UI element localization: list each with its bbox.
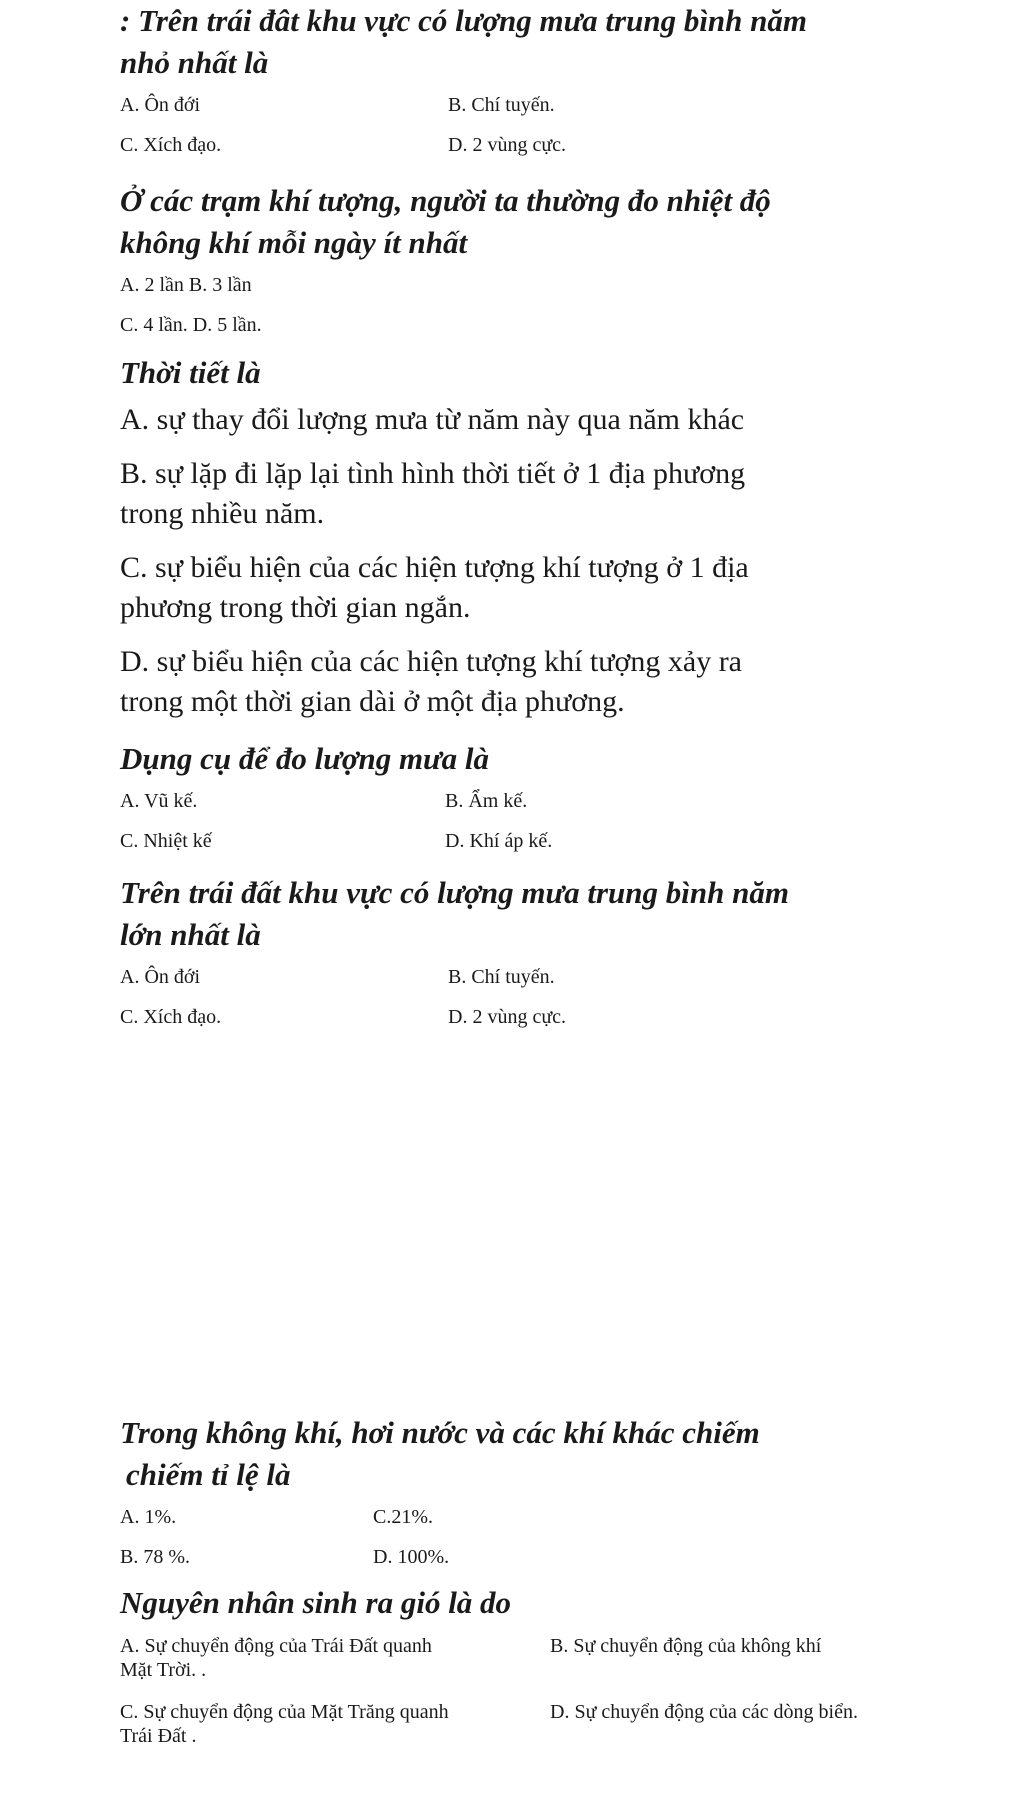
option-a-b: A. 2 lần B. 3 lần [120, 274, 252, 296]
option-d: D. 100%. [373, 1546, 450, 1568]
question-title-line: lớn nhất là [120, 917, 261, 952]
option-line: C. sự biểu hiện của các hiện tượng khí tượng ở 1 địa [120, 551, 749, 584]
question-title [120, 0, 910, 84]
option-b [120, 454, 910, 534]
option-d [120, 642, 910, 722]
question-title: Dụng cụ để đo lượng mưa là [120, 741, 489, 776]
option-a: A. sự thay đổi lượng mưa từ năm này qua năm khác [120, 403, 745, 436]
option-a: A. Ôn đới [120, 94, 201, 116]
question-7 [120, 1582, 910, 1754]
option-line: trong một thời gian dài ở một địa phương. [120, 685, 625, 718]
question-4 [120, 738, 910, 862]
option-b: B. 78 %. [120, 1546, 190, 1568]
option-a [120, 1634, 550, 1682]
question-title-line: nhỏ nhất là [120, 45, 269, 80]
option-c: C. Xích đạo. [120, 134, 222, 156]
question-3 [120, 352, 910, 722]
question-title [120, 872, 910, 956]
option-b: B. Chí tuyến. [448, 966, 555, 988]
option-d: D. Sự chuyển động của các dòng biển. [550, 1701, 858, 1723]
option-a: A. Vũ kế. [120, 790, 198, 812]
question-2 [120, 180, 910, 346]
question-title: Nguyên nhân sinh ra gió là do [120, 1585, 512, 1620]
option-line: B. sự lặp đi lặp lại tình hình thời tiết ở 1 địa phương [120, 457, 746, 490]
option-c [120, 548, 910, 628]
question-title-line: : Trên trái đât khu vực có lượng mưa trung bình năm [120, 3, 808, 38]
option-b: B. Ẩm kế. [445, 790, 528, 812]
question-title-line: không khí mỗi ngày ít nhất [120, 225, 468, 260]
option-line: Mặt Trời. . [120, 1659, 207, 1681]
option-c: C. Xích đạo. [120, 1006, 222, 1028]
question-title [120, 1412, 910, 1496]
option-b: B. Chí tuyến. [448, 94, 555, 116]
question-title: Thời tiết là [120, 355, 261, 390]
option-line: A. Sự chuyển động của Trái Đất quanh [120, 1635, 432, 1657]
option-c-d: C. 4 lần. D. 5 lần. [120, 314, 262, 336]
question-1 [120, 0, 910, 166]
option-line: Trái Đất . [120, 1725, 197, 1747]
option-d: D. Khí áp kế. [445, 830, 553, 852]
option-c: C. Nhiệt kế [120, 830, 212, 852]
option-line: C. Sự chuyển động của Mặt Trăng quanh [120, 1701, 449, 1723]
option-line: trong nhiều năm. [120, 497, 325, 530]
option-d: D. 2 vùng cực. [448, 134, 567, 156]
question-5 [120, 872, 910, 1038]
option-c: C.21%. [373, 1506, 433, 1528]
option-a: A. 1%. [120, 1506, 177, 1528]
question-title [120, 180, 910, 264]
option-line: D. sự biểu hiện của các hiện tượng khí tượng xảy ra [120, 645, 743, 678]
question-title-line: Trên trái đất khu vực có lượng mưa trung bình năm [120, 875, 789, 910]
option-line: phương trong thời gian ngắn. [120, 591, 471, 624]
question-6 [120, 1412, 910, 1578]
question-title-line: Trong không khí, hơi nước và các khí khác chiếm [120, 1415, 760, 1450]
option-a: A. Ôn đới [120, 966, 201, 988]
question-title-line: chiếm tỉ lệ là [126, 1457, 291, 1492]
question-title-line: Ở các trạm khí tượng, người ta thường đo nhiệt độ [120, 183, 771, 218]
option-b: B. Sự chuyển động của không khí [550, 1635, 822, 1657]
option-d: D. 2 vùng cực. [448, 1006, 567, 1028]
option-c [120, 1700, 550, 1748]
